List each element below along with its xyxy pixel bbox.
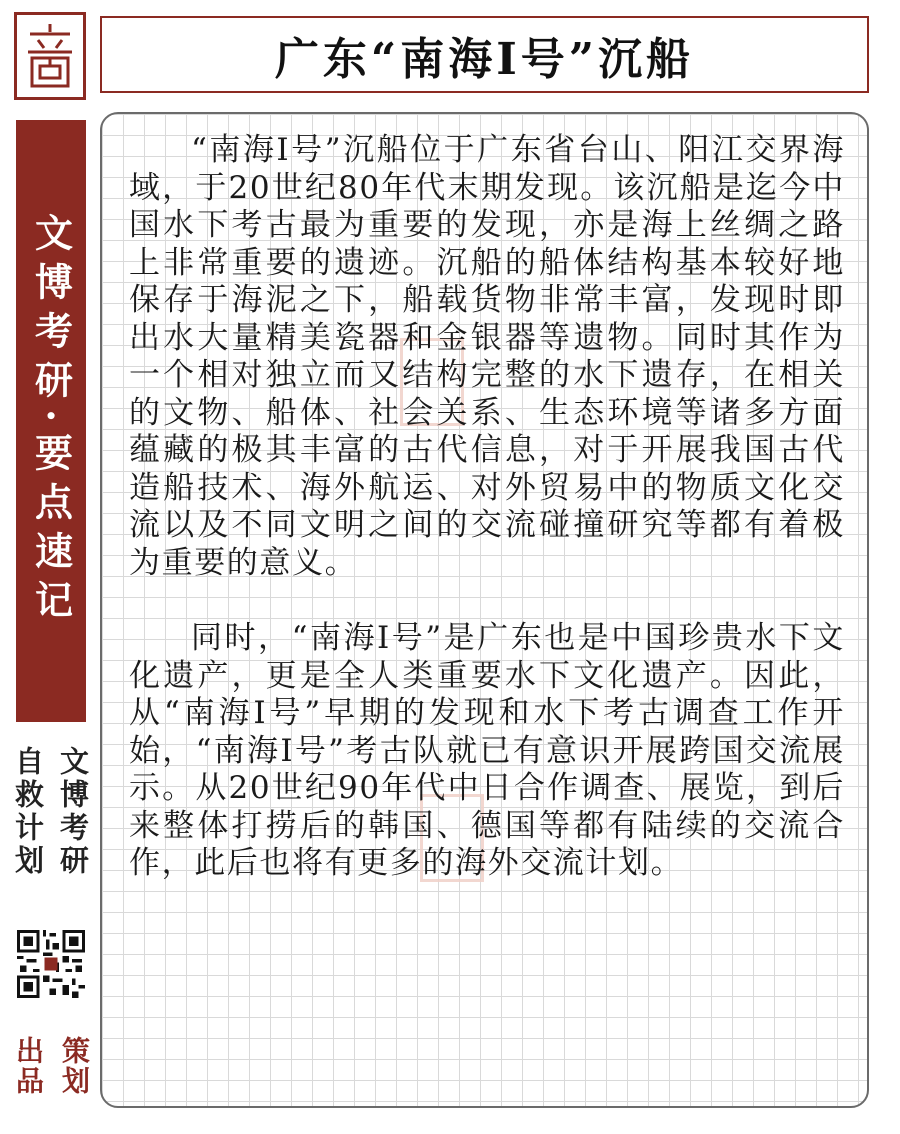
credit-right-column: 策划 [58,1036,91,1096]
article-body [129,132,845,883]
qr-code-icon [17,930,85,998]
series-banner-text: 文博考研·要点速记 [28,212,74,630]
self-save-right-column: 文博考研 [56,746,90,878]
self-save-left-column: 自救计划 [11,746,45,878]
seal-logo-icon [14,12,86,100]
paragraph: 同时，“南海Ⅰ号”是广东也是中国珍贵水下文化遗产，更是全人类重要水下文化遗产。因此，从“南海Ⅰ号”早期的发现和水下考古调查工作开始，“南海Ⅰ号”考古队就已有意识开展跨国交流展示。从20世纪90年代中日合作调查、展览，到后来整体打捞后的韩国、德国等都有陆续的交流合作，此后也将有更多的海外交流计划。 [129,620,845,881]
series-banner [16,120,86,722]
credits-label [12,1036,91,1112]
page-title: 广东“南海Ⅰ号”沉船 [274,33,695,85]
credit-left-column: 出品 [12,1036,45,1096]
paragraph: “南海Ⅰ号”沉船位于广东省台山、阳江交界海域，于20世纪80年代末期发现。该沉船是迄今中国水下考古最为重要的发现，亦是海上丝绸之路上非常重要的遗迹。沉船的船体结构基本较好地保存于海泥之下，船载货物非常丰富，发现时即出水大量精美瓷器和金银器等遗物。同时其作为一个相对独立而又结构完整的水下遗存，在相关的文物、船体、社会关系、生态环境等诸多方面蕴藏的极其丰富的古代信息，对于开展我国古代造船技术、海外航运、对外贸易中的物质文化交流以及不同文明之间的交流碰撞研究等都有着极为重要的意义。 [129,132,845,581]
self-save-plan-label [11,746,90,916]
title-box [100,16,869,93]
grid-paper-panel [100,112,869,1108]
